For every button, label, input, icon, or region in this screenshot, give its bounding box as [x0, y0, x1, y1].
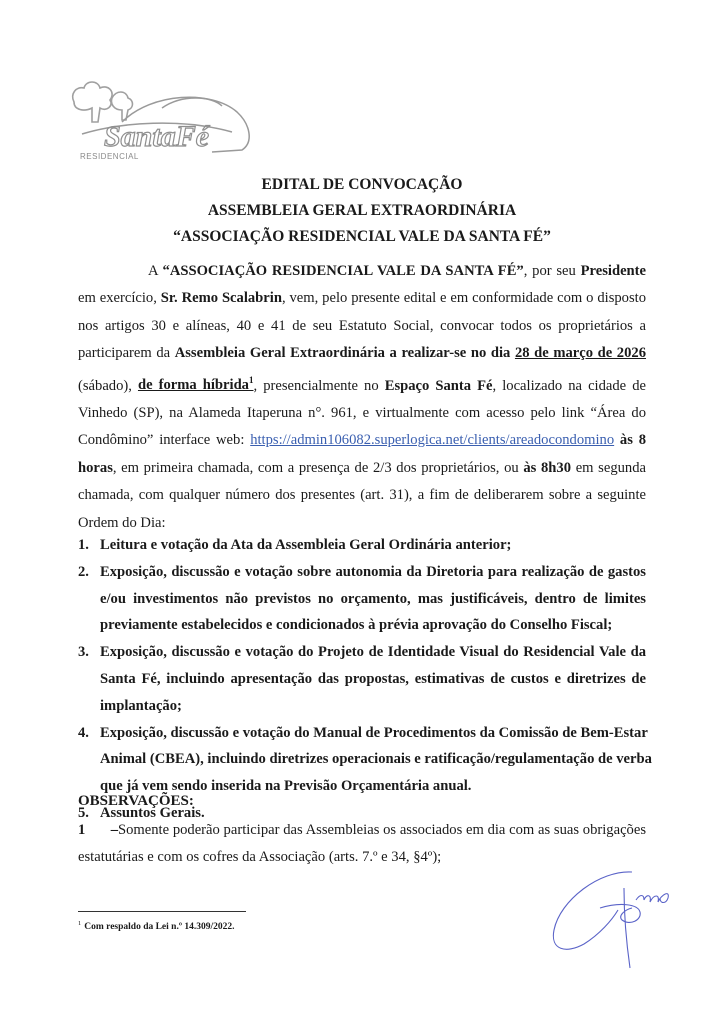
condominium-area-link[interactable]: https://admin106082.superlogica.net/clients/areadocondomino: [250, 432, 615, 449]
agenda-line: Assuntos Gerais.: [100, 804, 205, 821]
intro-line: [78, 258, 646, 285]
agenda-number: 1.: [78, 537, 89, 553]
intro-text: A: [148, 263, 163, 279]
intro-text: , vem, pelo presente edital e em conformidade com o disposto: [281, 290, 646, 307]
intro-line: nos artigos 30 e alíneas, 40 e 41 de seu Estatuto Social, convocar todos os proprietários a: [78, 317, 646, 334]
logo-wordmark: SantaFé: [104, 120, 210, 153]
intro-text: , por seu: [523, 263, 581, 279]
intro-line: [78, 368, 646, 400]
intro-paragraph: [78, 258, 646, 537]
hybrid-format: [138, 377, 254, 393]
agenda-line: Santa Fé, incluindo apresentação das propostas, estimativas de custos e diretrizes de: [100, 670, 646, 687]
intro-text: (sábado),: [78, 377, 138, 394]
intro-text: em exercício,: [78, 290, 161, 307]
agenda-line: e/ou investimentos não previstos no orçamento, mas justificáveis, dentro de limites: [100, 590, 646, 607]
president-label: Presidente: [580, 263, 646, 279]
intro-line: [78, 455, 646, 482]
intro-text: , presencialmente no: [253, 377, 385, 394]
agenda-line: previamente estabelecidos e condicionados à prévia aprovação do Conselho Fiscal;: [100, 617, 613, 634]
assembly-type: Assembleia Geral Extraordinária a realizar-se no dia: [174, 345, 515, 362]
second-call-time: às 8h30: [523, 459, 572, 476]
agenda-number: 5.: [78, 804, 89, 821]
observation-line: [78, 817, 646, 844]
observation-text: Somente poderão participar das Assembleias os associados em dia com as suas obrigações: [118, 822, 646, 838]
agenda-line: Leitura e votação da Ata da Assembleia Geral Ordinária anterior;: [100, 537, 512, 553]
observation-line: estatutárias e com os cofres da Associação (arts. 7.º e 34, §4º);: [78, 849, 442, 865]
intro-line: [78, 427, 646, 454]
intro-line: Ordem do Dia:: [78, 514, 166, 531]
observations-heading: OBSERVAÇÕES:: [78, 793, 194, 809]
footnote-ref[interactable]: 1: [248, 375, 254, 386]
assembly-date: 28 de março de 2026: [514, 345, 646, 362]
intro-text: participarem da: [78, 345, 175, 362]
signature: [540, 860, 720, 970]
agenda-line: Exposição, discussão e votação do Manual de Procedimentos da Comissão de Bem-Estar: [100, 724, 648, 741]
footnote-marker: 1: [78, 920, 82, 927]
footnote-text: Com respaldo da Lei n.º 14.309/2022.: [84, 922, 235, 933]
agenda-item: [78, 720, 652, 800]
association-name: “ASSOCIAÇÃO RESIDENCIAL VALE DA SANTA FÉ”: [162, 263, 524, 279]
president-name: Sr. Remo Scalabrin: [160, 290, 282, 307]
agenda-line: Animal (CBEA), incluindo diretrizes operacionais e ratificação/regulamentação de verba: [100, 751, 652, 768]
intro-line: [78, 285, 646, 312]
agenda-line: que já vem sendo inserida na Previsão Orçamentária anual.: [100, 778, 472, 795]
agenda-list: [78, 532, 652, 827]
intro-text: , localizado na cidade de: [492, 377, 646, 394]
logo-subtitle: RESIDENCIAL: [80, 152, 139, 161]
title-line-1: EDITAL DE CONVOCAÇÃO: [261, 176, 463, 193]
agenda-item: [78, 559, 646, 639]
title-line-2: ASSEMBLEIA GERAL EXTRAORDINÁRIA: [207, 202, 517, 219]
footnote: [78, 920, 234, 932]
agenda-number: 4.: [78, 724, 89, 741]
venue-name: Espaço Santa Fé: [384, 377, 493, 394]
agenda-line: Exposição, discussão e votação do Projeto de Identidade Visual do Residencial Vale da: [100, 644, 646, 661]
intro-text: Condômino” interface web:: [78, 432, 251, 449]
agenda-item: [78, 639, 646, 719]
agenda-number: 2.: [78, 563, 89, 580]
footnote-divider: [78, 911, 246, 912]
intro-text: , em primeira chamada, com a presença de 2/3 dos proprietários, ou: [112, 459, 524, 476]
agenda-line: Exposição, discussão e votação sobre autonomia da Diretoria para realização de gastos: [100, 563, 646, 580]
hybrid-format-text: de forma híbrida: [137, 377, 249, 394]
agenda-item: [78, 532, 646, 559]
first-call-time-unit: horas: [78, 459, 113, 476]
intro-line: [78, 340, 646, 367]
observation-number: 1 –: [78, 822, 118, 838]
agenda-number: 3.: [78, 644, 89, 661]
agenda-line: implantação;: [100, 697, 182, 714]
intro-text: em segunda: [571, 459, 647, 476]
logo-tree-icon: [73, 82, 133, 122]
title-line-3: “ASSOCIAÇÃO RESIDENCIAL VALE DA SANTA FÉ”: [173, 228, 551, 245]
intro-line: Vinhedo (SP), na Alameda Itaperuna n°. 961, e virtualmente com acesso pelo link “Área do: [78, 404, 646, 421]
intro-line: chamada, com qualquer número dos presentes (art. 31), a fim de deliberarem sobre a seguinte: [78, 487, 646, 504]
first-call-time: às 8: [614, 432, 646, 449]
